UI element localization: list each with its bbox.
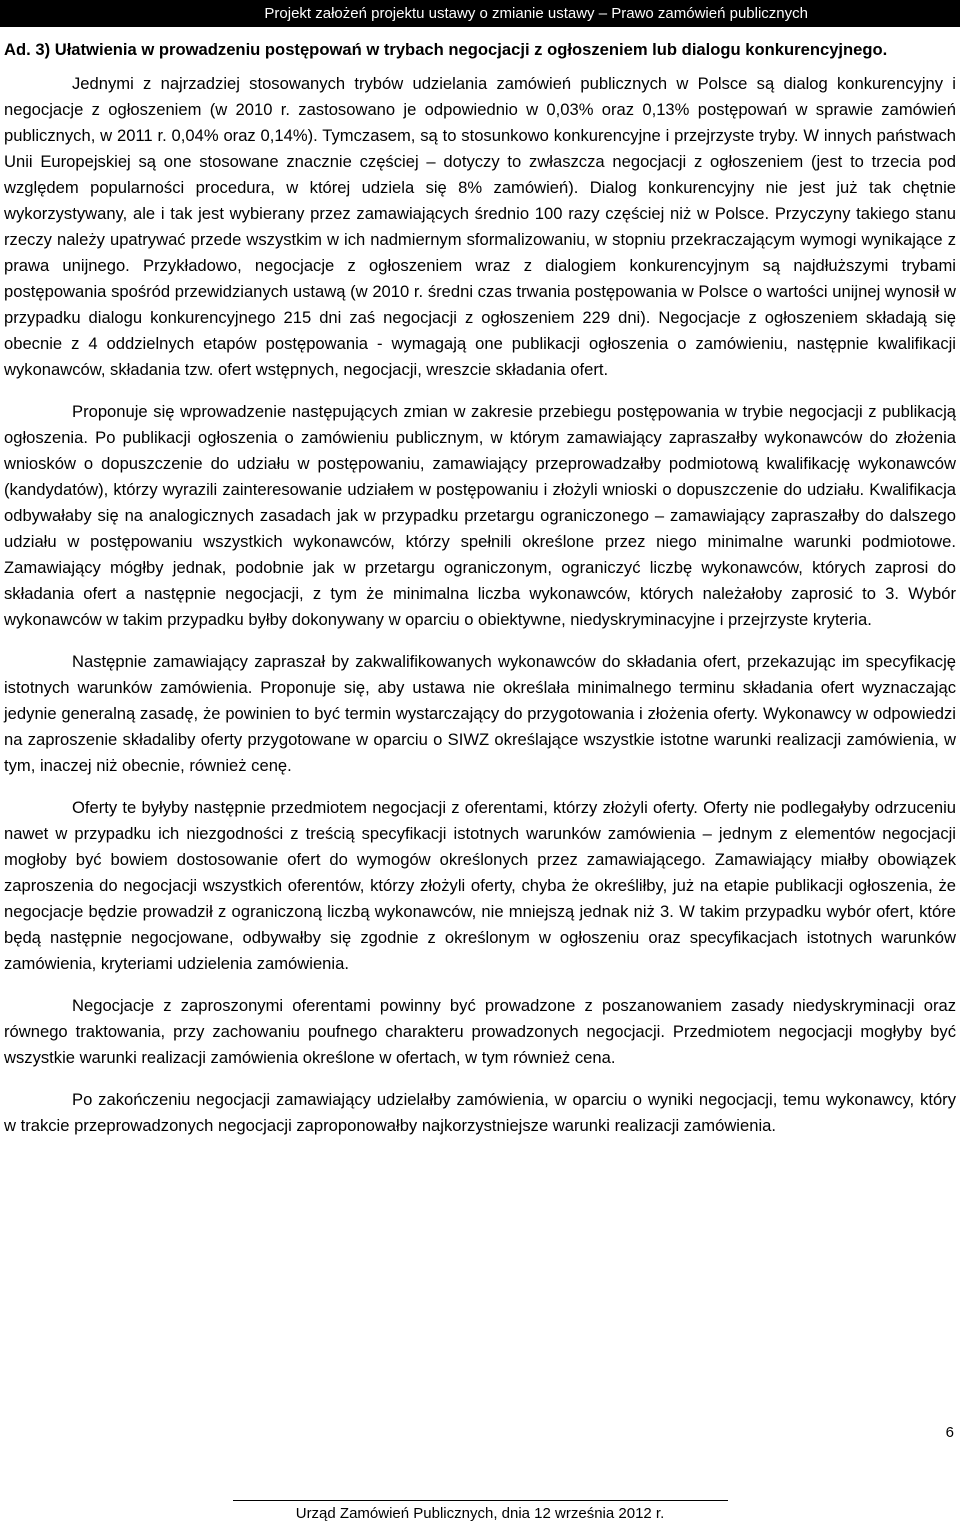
section-heading: Ad. 3) Ułatwienia w prowadzeniu postępowań w trybach negocjacji z ogłoszeniem lub dialogu konkurencyjnego. xyxy=(4,40,888,59)
paragraph: Po zakończeniu negocjacji zamawiający udzielałby zamówienia, w oparciu o wyniki negocjacji, temu wykonawcy, który w trakcie przeprowadzonych negocjacji zaproponowałby najkorzystniejsze warunki realizacji zamówienia. xyxy=(4,1090,956,1135)
paragraph: Proponuje się wprowadzenie następujących zmian w zakresie przebiegu postępowania w trybie negocjacji z publikacją ogłoszenia. Po publikacji ogłoszenia o zamówieniu publicznym, w którym zamawiający zapraszałby wykonawców do złożenia wniosków o dopuszczenie do udziału w postępowaniu, zamawiający przeprowadzałby podmiotową kwalifikację wykonawców (kandydatów), którzy wyrazili zainteresowanie udziałem w postępowaniu i złożyli wnioski o dopuszczenie do udziału. Kwalifikacja odbywałaby się na analogicznych zasadach jak w przypadku przetargu ograniczonego – zamawiający zapraszałby do dalszego udziału w postępowaniu wszystkich wykonawców, którzy spełnili określone przez niego minimalne warunki podmiotowe. Zamawiający mógłby jednak, podobnie jak w przetargu ograniczonym, ograniczyć liczbę wykonawców, których zaprosi do składania ofert a następnie negocjacji, z tym że minimalna liczba wykonawców, których należałoby zaprosić to 3. Wybór wykonawców w takim przypadku byłby dokonywany w oparciu o obiektywne, niedyskryminacyjne i przejrzyste kryteria. xyxy=(4,402,956,629)
page-number: 6 xyxy=(945,1424,954,1441)
document-header-title: Projekt założeń projektu ustawy o zmianie ustawy – Prawo zamówień publicznych xyxy=(264,5,808,22)
footer-text: Urząd Zamówień Publicznych, dnia 12 września 2012 r. xyxy=(295,1505,665,1522)
document-body xyxy=(4,37,956,1155)
paragraph: Jednymi z najrzadziej stosowanych trybów udzielania zamówień publicznych w Polsce są dialog konkurencyjny i negocjacje z ogłoszeniem (w 2010 r. zastosowano je odpowiednio w 0,03% oraz 0,13% postępowań w sprawie zamówień publicznych, w 2011 r. 0,04% oraz 0,14%). Tymczasem, są to stosunkowo konkurencyjne i przejrzyste tryby. W innych państwach Unii Europejskiej są one stosowane znacznie częściej – dotyczy to zwłaszcza negocjacji z ogłoszeniem (jest to trzecia pod względem popularności procedura, w której udziela się 8% zamówień). Dialog konkurencyjny nie jest już tak chętnie wykorzystywany, ale i tak jest wybierany przez zamawiających średnio 100 razy częściej niż w Polsce. Przyczyny takiego stanu rzeczy należy upatrywać przede wszystkim w ich nadmiernym sformalizowaniu, w stopniu przekraczającym wymogi wynikające z prawa unijnego. Przykładowo, negocjacje z ogłoszeniem wraz z dialogiem konkurencyjnym są najdłuższymi trybami postępowania spośród przewidzianych ustawą (w 2010 r. średni czas trwania postępowania w Polsce o wartości unijnej wynosił w przypadku dialogu konkurencyjnego 215 dni zaś negocjacji z ogłoszeniem 229 dni). Negocjacje z ogłoszeniem składają się obecnie z 4 oddzielnych etapów postępowania - wymagają one publikacji ogłoszenia o zamówieniu, następnie kwalifikacji wykonawców, składania tzw. ofert wstępnych, negocjacji, wreszcie składania ofert. xyxy=(4,74,956,379)
document-header xyxy=(0,0,960,27)
footer-divider xyxy=(233,1500,728,1501)
paragraph: Negocjacje z zaproszonymi oferentami powinny być prowadzone z poszanowaniem zasady niedyskryminacji oraz równego traktowania, przy zachowaniu poufnego charakteru prowadzonych negocjacji. Przedmiotem negocjacji mogłyby być wszystkie warunki realizacji zamówienia określone w ofertach, w tym również cena. xyxy=(4,996,956,1067)
paragraph: Następnie zamawiający zapraszał by zakwalifikowanych wykonawców do składania ofert, przekazując im specyfikację istotnych warunków zamówienia. Proponuje się, aby ustawa nie określała minimalnego terminu składania ofert wyznaczając jedynie generalną zasadę, że powinien to być termin wystarczający do przygotowania i złożenia oferty. Wykonawcy w odpowiedzi na zaproszenie składaliby oferty przygotowane w oparciu o SIWZ określające wszystkie istotne warunki realizacji zamówienia, w tym, inaczej niż obecnie, również cenę. xyxy=(4,652,956,775)
paragraph: Oferty te byłyby następnie przedmiotem negocjacji z oferentami, którzy złożyli oferty. Oferty nie podlegałyby odrzuceniu nawet w przypadku ich niezgodności z treścią specyfikacji istotnych warunków zamówienia – jednym z elementów negocjacji mogłoby być bowiem dostosowanie ofert do wymogów określonych przez zamawiającego. Zamawiający miałby obowiązek zaproszenia do negocjacji wszystkich oferentów, którzy złożyli oferty, chyba że określiłby, już na etapie publikacji ogłoszenia, że negocjacje będzie prowadził z ograniczoną liczbą wykonawców, nie mniejszą jednak niż 3. W takim przypadku wybór ofert, które będą następnie negocjowane, odbywałby się zgodnie z określonym w ogłoszeniu oraz specyfikacjach istotnych warunków zamówienia, kryteriami udzielenia zamówienia. xyxy=(4,798,956,973)
